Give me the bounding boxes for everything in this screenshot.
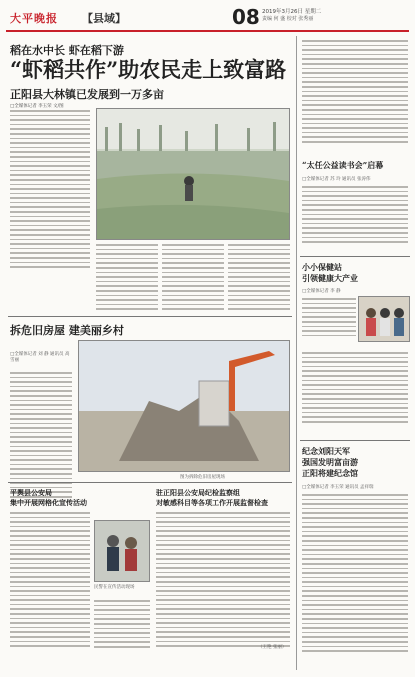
forum-byline: □全媒体记者 苏 玲 通讯员 张涛伟 bbox=[302, 177, 371, 182]
section-divider bbox=[8, 316, 292, 317]
pingyu-caption: 民警在宣传活动现场 bbox=[94, 585, 135, 590]
demolition-byline: □全媒体记者 刘 静 通讯员 高雪丽 bbox=[10, 352, 70, 363]
memorial-headline-line2: 强国发明富亩游 bbox=[302, 457, 358, 467]
lead-body-col2 bbox=[96, 244, 158, 310]
lead-photo-rice-field bbox=[96, 108, 290, 240]
health-byline: □全媒体记者 李 静 bbox=[302, 289, 341, 294]
forum-body bbox=[302, 186, 408, 243]
lead-body-col3 bbox=[162, 244, 224, 310]
lead-body-col1 bbox=[10, 110, 90, 268]
health-photo bbox=[358, 296, 410, 342]
health-body-2 bbox=[302, 352, 408, 423]
court-headline-line1: 驻正阳县公安局纪检监察组 bbox=[156, 488, 240, 497]
masthead-rule bbox=[6, 30, 409, 32]
health-body bbox=[302, 298, 356, 336]
lead-headline: “虾稻共作”助农民走上致富路 bbox=[10, 57, 287, 82]
court-headline bbox=[156, 488, 268, 508]
health-headline-line2: 引领健康大产业 bbox=[302, 273, 358, 283]
health-headline bbox=[302, 262, 358, 284]
right-divider-2 bbox=[300, 440, 410, 441]
demolition-headline: 拆危旧房屋 建美丽乡村 bbox=[10, 324, 124, 337]
right-column-rule bbox=[296, 36, 297, 670]
page-number: 08 bbox=[232, 5, 260, 29]
pingyu-headline-line2: 集中开展网格化宣传活动 bbox=[10, 498, 87, 507]
section-divider-2 bbox=[8, 482, 292, 483]
memorial-body bbox=[302, 494, 408, 652]
paper-logo: 大平晚报 bbox=[10, 12, 58, 25]
forum-headline: “太任公益读书会”启幕 bbox=[302, 160, 384, 170]
pingyu-body bbox=[10, 512, 90, 647]
pingyu-photo bbox=[94, 520, 150, 582]
pingyu-headline bbox=[10, 488, 87, 508]
lead-kicker: 稻在水中长 虾在稻下游 bbox=[10, 44, 124, 57]
court-body bbox=[156, 512, 290, 647]
demolition-photo bbox=[78, 340, 290, 472]
lead-body-col4 bbox=[228, 244, 290, 310]
section-label: 【县域】 bbox=[82, 12, 126, 25]
right-divider-1 bbox=[300, 256, 410, 257]
pingyu-body-2 bbox=[94, 600, 150, 648]
memorial-headline-line3: 正阳将建纪念馆 bbox=[302, 468, 358, 478]
memorial-headline bbox=[302, 446, 358, 479]
memorial-headline-line1: 纪念刘阳天军 bbox=[302, 446, 350, 456]
lead-subhead: 正阳县大林镇已发展到一万多亩 bbox=[10, 88, 164, 101]
court-author: （王艳 张丽） bbox=[258, 645, 287, 650]
issue-date: 2019年3月26日 星期二 bbox=[262, 9, 322, 15]
court-headline-line2: 对敏感科目等各项工作开展监督检查 bbox=[156, 498, 268, 507]
memorial-byline: □全媒体记者 李玉荣 通讯员 孟祥瑞 bbox=[302, 485, 374, 490]
health-headline-line1: 小小保健站 bbox=[302, 262, 342, 272]
lead-byline: □全媒体记者 李玉荣 文/图 bbox=[10, 104, 64, 109]
demolition-caption: 图为拆除危旧房屋现场 bbox=[180, 475, 225, 480]
top-right-body bbox=[302, 40, 408, 143]
editor-line: 责编 何 盛 校对 张秀丽 bbox=[262, 16, 314, 22]
pingyu-headline-line1: 平舆县公安局 bbox=[10, 488, 52, 497]
